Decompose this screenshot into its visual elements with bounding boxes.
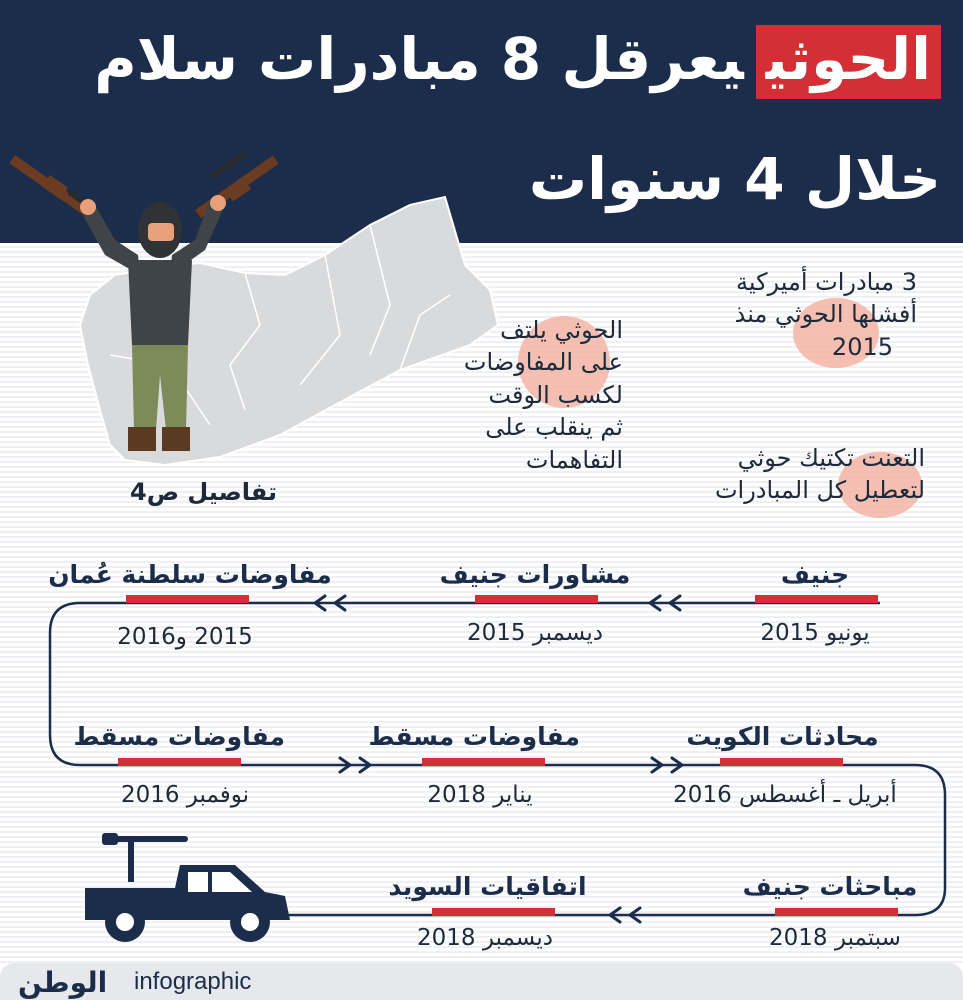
event-date: سبتمبر 2018 [769,925,901,951]
event-date: أبريل ـ أغسطس 2016 [673,782,897,808]
footer-label: infographic [134,968,252,995]
note2-line: ثم ينقلب على [485,413,623,442]
event-date: ديسمبر 2015 [467,620,603,646]
headline-line2: خلال 4 سنوات [528,145,941,213]
timeline-event [380,872,595,901]
event-title: مفاوضات مسقط [368,722,580,751]
timeline-event [73,722,285,751]
timeline-event [40,560,340,589]
event-date: يونيو 2015 [760,620,870,646]
note2-line: لكسب الوقت [488,380,623,409]
event-title: محادثات الكويت [686,722,879,751]
note2-line: على المفاوضات [463,348,623,377]
timeline-event [670,722,895,751]
event-bar [775,908,898,916]
timeline-event [715,560,915,589]
note3-line: التعنت تكتيك حوثي [737,444,925,472]
note2-line: الحوثي يلتف [500,316,623,344]
event-date: ديسمبر 2018 [417,925,553,951]
note1-line: 2015 [831,332,893,361]
event-title: مفاوضات سلطنة عُمان [48,560,332,589]
event-bar [432,908,555,916]
event-date: 2015 و2016 [117,624,253,650]
note2-line: التفاهمات [525,445,623,474]
event-bar [118,758,241,766]
publisher-logo: الوطن [18,966,108,999]
details-page-ref: تفاصيل ص4 [130,478,278,506]
event-bar [755,595,878,603]
footer-bar [0,963,963,1000]
headline-highlight: الحوثي [756,25,941,99]
event-bar [720,758,843,766]
event-bar [126,595,249,603]
event-title: مباحثات جنيف [742,872,918,901]
event-date: نوفمبر 2016 [120,782,250,808]
event-bar [475,595,598,603]
timeline-event [370,722,580,751]
note1-line: أفشلها الحوثي منذ [734,300,917,329]
event-title: جنيف [780,560,850,589]
event-date: يناير 2018 [427,782,533,808]
note1-line: 3 مبادرات أميركية [735,268,917,296]
timeline-event [420,560,650,589]
timeline-event [730,872,930,901]
event-bar [422,758,545,766]
event-title: مفاوضات مسقط [73,722,285,751]
note3-line: لتعطيل كل المبادرات [714,476,925,505]
headline-rest: يعرقل 8 مبادرات سلام [94,25,744,93]
armed-truck-icon [80,830,295,945]
event-title: مشاورات جنيف [439,560,631,589]
event-title: اتفاقيات السويد [388,872,587,901]
